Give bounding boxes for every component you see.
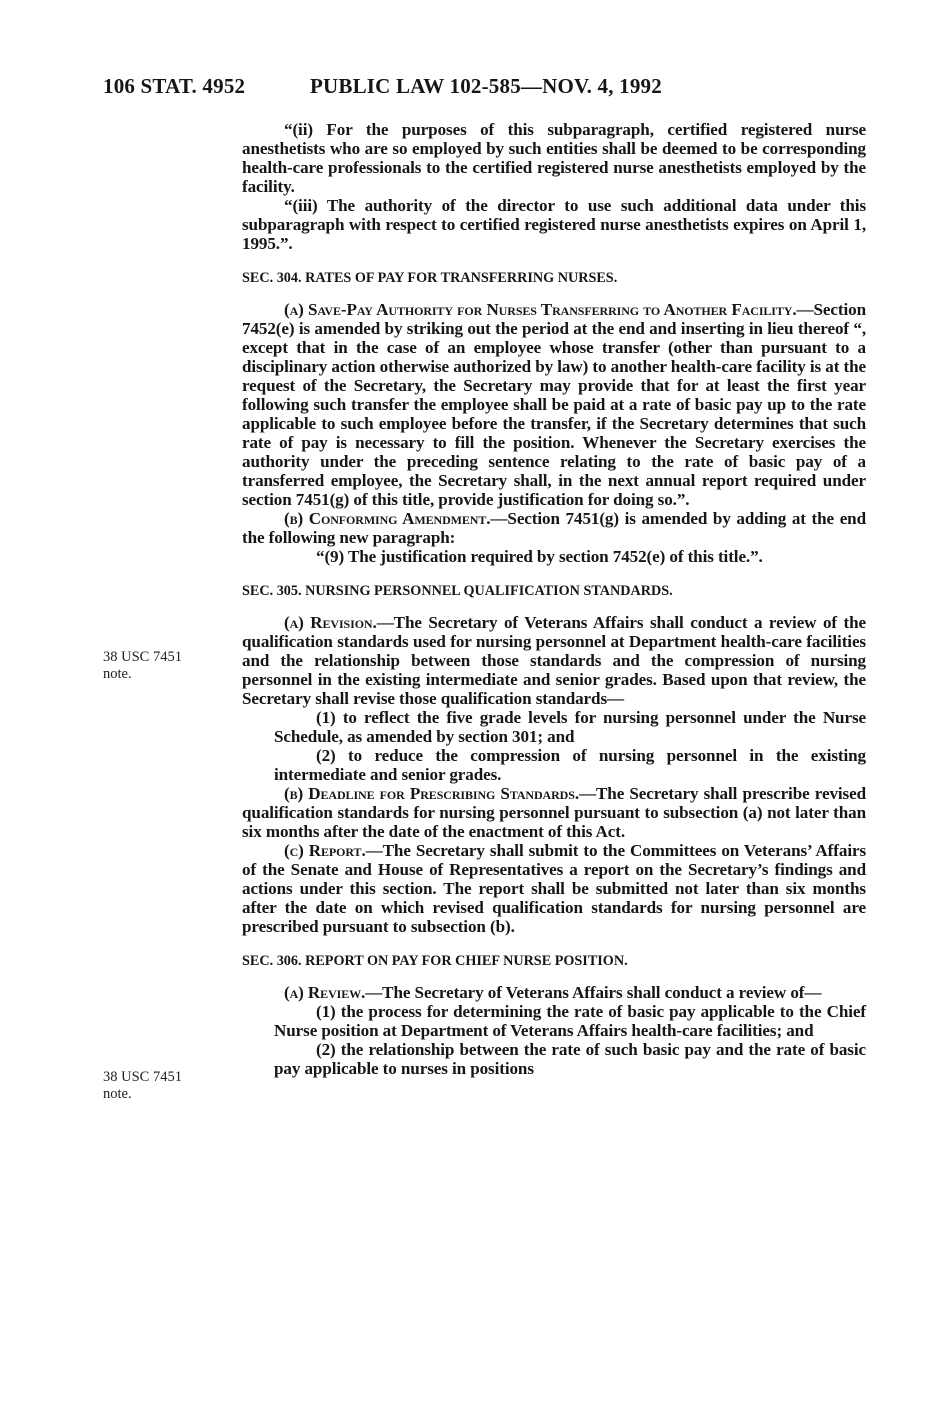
section-304-heading: SEC. 304. RATES OF PAY FOR TRANSFERRING NURSES. <box>242 270 618 286</box>
subsection-heading: (b) Deadline for Prescribing Standards. <box>284 784 579 803</box>
subsection-heading: (c) Report. <box>284 841 366 860</box>
subsection-text: —Section 7451(g) is amended by adding at the end the following new paragraph: <box>242 509 866 547</box>
clause-ii: “(ii) For the purposes of this subparagraph, certified registered nurse anesthetists who are so employed by such entities shall be deemed to be corresponding health-care professionals to the certified registered nurse anesthetists employed by the facility. <box>242 120 866 196</box>
section-304-b <box>242 509 866 547</box>
public-law-heading: PUBLIC LAW 102-585—NOV. 4, 1992 <box>310 74 662 98</box>
margin-note-label: note. <box>103 666 132 682</box>
section-306-heading: SEC. 306. REPORT ON PAY FOR CHIEF NURSE POSITION. <box>242 953 628 969</box>
section-305-a-1: (1) to reflect the five grade levels for nursing personnel under the Nurse Schedule, as amended by section 301; and <box>274 708 866 746</box>
subsection-text: —The Secretary of Veterans Affairs shall conduct a review of— <box>365 983 822 1002</box>
margin-note-citation: 38 USC 7451 <box>103 649 182 665</box>
margin-note-sec306 <box>103 1069 182 1103</box>
section-305-heading: SEC. 305. NURSING PERSONNEL QUALIFICATION STANDARDS. <box>242 583 673 599</box>
section-306-a <box>242 983 866 1002</box>
statute-body <box>242 120 866 1078</box>
subsection-heading: (b) Conforming Amendment. <box>284 509 491 528</box>
subsection-text: —Section 7452(e) is amended by striking out the period at the end and inserting in lieu thereof “, except that in the case of an employee whose transfer (other than pursuant to a disciplinary action otherwise authorized by law) to another health-care facility is at the request of the Secretary, the Secretary may provide that for at least the first year following such transfer the employee shall be paid at a rate of basic pay up to the rate applicable to such employee before the transfer, if the Secretary determines that such rate of pay is necessary to fill the position. Whenever the Secretary exercises the authority under the preceding sentence relating to the rate of basic pay of a transferred employee, the Secretary shall, in the next annual report required under section 7451(g) of this title, provide justification for doing so.”. <box>242 300 866 509</box>
section-305-a-2: (2) to reduce the compression of nursing personnel in the existing intermediate and senior grades. <box>274 746 866 784</box>
section-306-a-2: (2) the relationship between the rate of such basic pay and the rate of basic pay applicable to nurses in positions <box>274 1040 866 1078</box>
subsection-heading: (a) Review. <box>284 983 366 1002</box>
section-305-c <box>242 841 866 936</box>
statute-page-number: 106 STAT. 4952 <box>103 74 246 98</box>
subsection-heading: (a) Save-Pay Authority for Nurses Transferring to Another Facility. <box>284 300 797 319</box>
subsection-text: —The Secretary shall prescribe revised qualification standards for nursing personnel pursuant to subsection (a) not later than six months after the date of the enactment of this Act. <box>242 784 866 841</box>
subsection-heading: (a) Revision. <box>284 613 377 632</box>
clause-iii: “(iii) The authority of the director to use such additional data under this subparagraph with respect to certified registered nurse anesthetists expires on April 1, 1995.”. <box>242 196 866 253</box>
section-304-a <box>242 300 866 509</box>
margin-note-label: note. <box>103 1086 132 1102</box>
margin-note-citation: 38 USC 7451 <box>103 1069 182 1085</box>
margin-note-sec305 <box>103 649 182 683</box>
section-305-a <box>242 613 866 708</box>
quoted-paragraph-9: “(9) The justification required by section 7452(e) of this title.”. <box>316 547 763 566</box>
section-305-b <box>242 784 866 841</box>
subsection-text: —The Secretary of Veterans Affairs shall conduct a review of the qualification standards used for nursing personnel at Department health-care facilities and the relationship between those standards and the compression of nursing personnel in the existing intermediate and senior grades. Based upon that review, the Secretary shall revise those qualification standards— <box>242 613 866 708</box>
section-306-a-1: (1) the process for determining the rate of basic pay applicable to the Chief Nurse position at Department of Veterans Affairs health-care facilities; and <box>274 1002 866 1040</box>
subsection-text: —The Secretary shall submit to the Committees on Veterans’ Affairs of the Senate and House of Representatives a report on the Secretary’s findings and actions under this section. The report shall be submitted not later than six months after the date on which revised qualification standards for nursing personnel are prescribed pursuant to subsection (b). <box>242 841 867 936</box>
